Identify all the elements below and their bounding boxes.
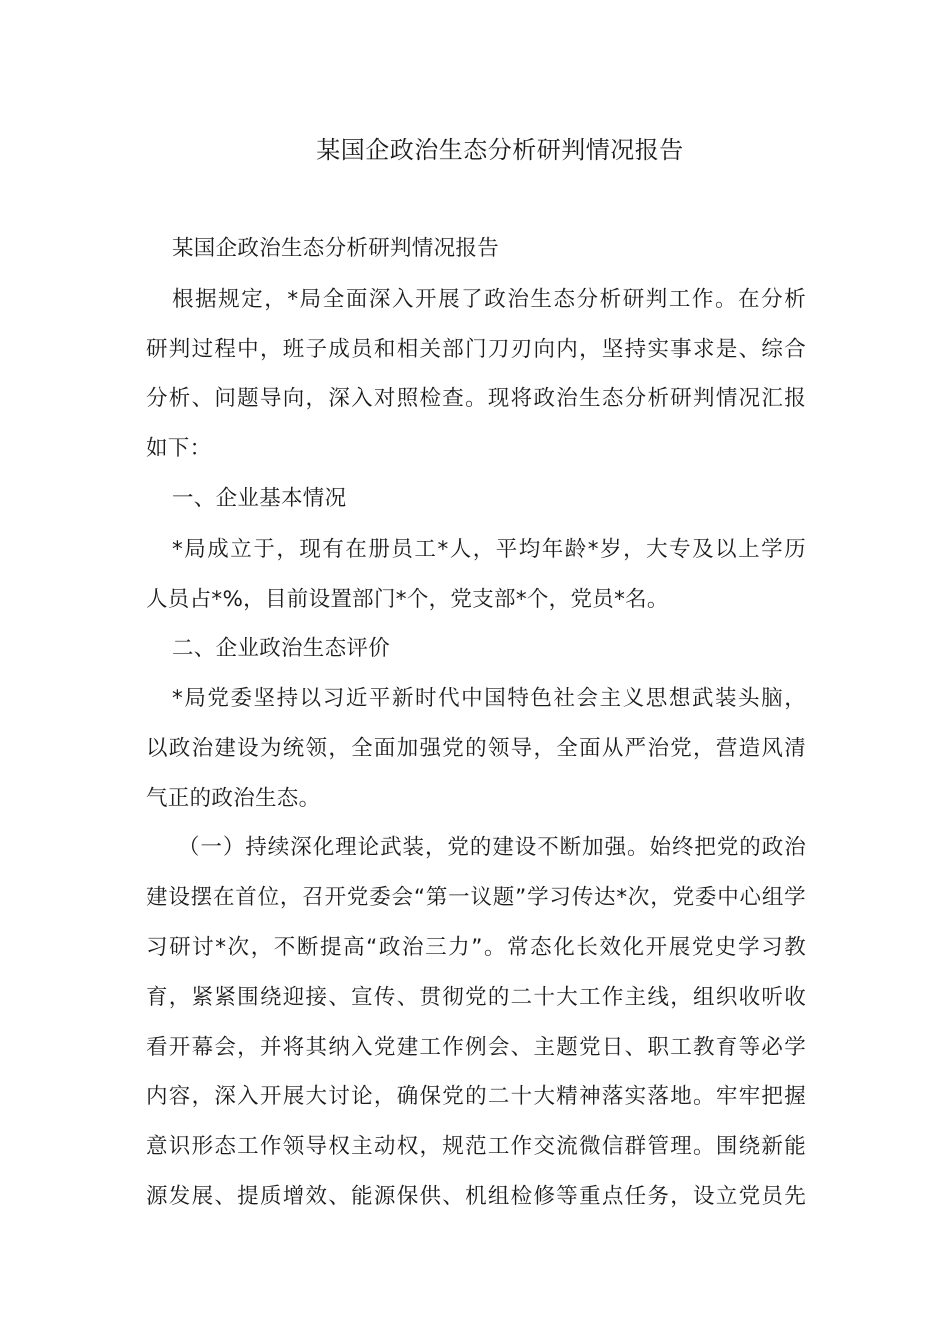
section-heading-2: 二、企业政治生态评价 — [172, 636, 391, 661]
body-line: *局成立于，现有在册员工*人，平均年龄*岁，大专及以上学历 — [172, 537, 806, 562]
body-line: 气正的政治生态。 — [146, 786, 321, 811]
body-line: 习研讨*次，不断提高“政治三力”。常态化长效化开展党史学习教 — [146, 935, 806, 960]
body-line: 人员占*%，目前设置部门*个，党支部*个，党员*名。 — [146, 587, 669, 612]
body-line: 源发展、提质增效、能源保供、机组检修等重点任务，设立党员先 — [146, 1184, 806, 1209]
body-line: 根据规定，*局全面深入开展了政治生态分析研判工作。在分析 — [172, 287, 806, 312]
body-line: 意识形态工作领导权主动权，规范工作交流微信群管理。围绕新能 — [146, 1134, 806, 1159]
body-line: 研判过程中，班子成员和相关部门刀刃向内，坚持实事求是、综合 — [146, 337, 806, 362]
document-title: 某国企政治生态分析研判情况报告 — [316, 136, 684, 164]
body-line: 建设摆在首位，召开党委会“第一议题”学习传达*次，党委中心组学 — [146, 885, 806, 910]
body-line: 看开幕会，并将其纳入党建工作例会、主题党日、职工教育等必学 — [146, 1035, 806, 1060]
body-line: 内容，深入开展大讨论，确保党的二十大精神落实落地。牢牢把握 — [146, 1084, 806, 1109]
subsection-heading-1: （一）持续深化理论武装，党的建设不断加强。始终把党的政治 — [178, 835, 806, 860]
section-heading-1: 一、企业基本情况 — [172, 486, 347, 511]
body-line: 如下： — [146, 436, 212, 461]
body-line: 分析、问题导向，深入对照检查。现将政治生态分析研判情况汇报 — [146, 386, 806, 411]
body-line: *局党委坚持以习近平新时代中国特色社会主义思想武装头脑， — [172, 686, 806, 711]
body-line-subtitle: 某国企政治生态分析研判情况报告 — [172, 236, 500, 261]
body-line: 育，紧紧围绕迎接、宣传、贯彻党的二十大工作主线，组织收听收 — [146, 985, 806, 1010]
body-line: 以政治建设为统领，全面加强党的领导，全面从严治党，营造风清 — [146, 736, 806, 761]
